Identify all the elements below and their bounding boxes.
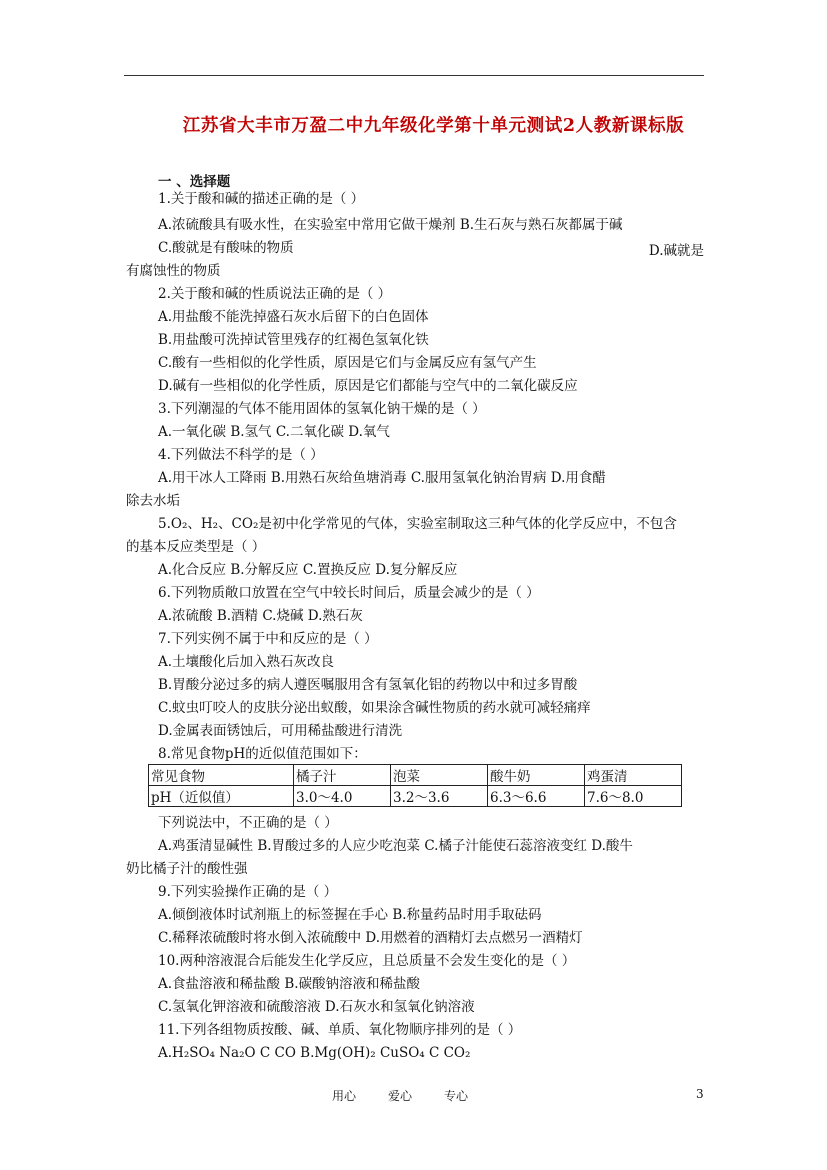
question-1-option-d: D.碱就是	[648, 243, 704, 259]
question-7-option-b: B.胃酸分泌过多的病人遵医嘱服用含有氢氧化铝的药物以中和过多胃酸	[158, 677, 578, 693]
page-number: 3	[696, 1087, 704, 1101]
table-cell: 3.0～4.0	[294, 786, 391, 807]
question-1-option-d-cont: 有腐蚀性的物质	[126, 263, 221, 279]
question-9-options-cd: C.稀释浓硫酸时将水倒入浓硫酸中 D.用燃着的酒精灯去点燃另一酒精灯	[158, 930, 583, 946]
header-rule	[124, 75, 704, 76]
table-cell: pH（近似值）	[149, 786, 294, 807]
footer-item: 爱心	[388, 1089, 413, 1103]
table-cell: 泡菜	[391, 765, 488, 786]
question-2-option-a: A.用盐酸不能洗掉盛石灰水后留下的白色固体	[158, 309, 429, 325]
question-10-options-ab: A.食盐溶液和稀盐酸 B.碳酸钠溶液和稀盐酸	[158, 976, 421, 992]
question-9-options-ab: A.倾倒液体时试剂瓶上的标签握在手心 B.称量药品时用手取砝码	[158, 907, 542, 923]
table-cell: 常见食物	[149, 765, 294, 786]
table-cell: 酸牛奶	[488, 765, 585, 786]
document-title: 江苏省大丰市万盈二中九年级化学第十单元测试2人教新课标版	[182, 116, 685, 136]
question-2-option-d: D.碱有一些相似的化学性质，原因是它们都能与空气中的二氧化碳反应	[158, 378, 578, 394]
question-6-options: A.浓硫酸 B.酒精 C.烧碱 D.熟石灰	[158, 608, 363, 624]
question-7-option-d: D.金属表面锈蚀后，可用稀盐酸进行清洗	[158, 723, 403, 739]
table-row	[149, 765, 682, 786]
question-8-options: A.鸡蛋清显碱性 B.胃酸过多的人应少吃泡菜 C.橘子汁能使石蕊溶液变红 D.酸牛	[158, 838, 633, 854]
table-row	[149, 786, 682, 807]
question-8-stem: 下列说法中，不正确的是（ ）	[158, 815, 338, 831]
question-2-option-b: B.用盐酸可洗掉试管里残存的红褐色氢氧化铁	[158, 332, 429, 348]
question-4: 4.下列做法不科学的是（ ）	[158, 447, 324, 463]
question-11-options: A.H₂SO₄ Na₂O C CO B.Mg(OH)₂ CuSO₄ C CO₂	[158, 1045, 471, 1061]
question-7: 7.下列实例不属于中和反应的是（ ）	[158, 631, 378, 647]
question-6: 6.下列物质敞口放置在空气中较长时间后，质量会减少的是（ ）	[158, 585, 540, 601]
question-8-options-cont: 奶比橘子汁的酸性强	[126, 861, 248, 877]
question-10-options-cd: C.氢氧化钾溶液和硫酸溶液 D.石灰水和氢氧化钠溶液	[158, 999, 475, 1015]
question-3-options: A.一氧化碳 B.氢气 C.二氧化碳 D.氧气	[158, 424, 390, 440]
question-7-option-c: C.蚊虫叮咬人的皮肤分泌出蚁酸，如果涂含碱性物质的药水就可减轻痛痒	[158, 700, 591, 716]
question-1: 1.关于酸和碱的描述正确的是（ ）	[158, 191, 365, 207]
question-5: 5.O₂、H₂、CO₂是初中化学常见的气体，实验室制取这三种气体的化学反应中，不包含	[158, 516, 677, 532]
question-4-options-cont: 除去水垢	[126, 493, 180, 509]
question-11: 11.下列各组物质按酸、碱、单质、氧化物顺序排列的是（ ）	[158, 1022, 522, 1038]
footer-item: 用心	[332, 1089, 357, 1103]
table-cell: 橘子汁	[294, 765, 391, 786]
table-cell: 鸡蛋清	[585, 765, 682, 786]
question-3: 3.下列潮湿的气体不能用固体的氢氧化钠干燥的是（ ）	[158, 401, 486, 417]
ph-table	[148, 764, 682, 807]
question-1-options-ab: A.浓硫酸具有吸水性，在实验室中常用它做干燥剂 B.生石灰与熟石灰都属于碱	[158, 217, 623, 233]
table-cell: 3.2～3.6	[391, 786, 488, 807]
question-4-options: A.用干冰人工降雨 B.用熟石灰给鱼塘消毒 C.服用氢氧化钠治胃病 D.用食醋	[158, 470, 606, 486]
question-8: 8.常见食物pH的近似值范围如下：	[158, 746, 367, 762]
question-5-options: A.化合反应 B.分解反应 C.置换反应 D.复分解反应	[158, 562, 458, 578]
question-2-option-c: C.酸有一些相似的化学性质，原因是它们与金属反应有氢气产生	[158, 355, 537, 371]
question-10: 10.两种溶液混合后能发生化学反应，且总质量不会发生变化的是（ ）	[158, 953, 576, 969]
table-cell: 7.6～8.0	[585, 786, 682, 807]
footer-motto	[332, 1087, 500, 1104]
question-2: 2.关于酸和碱的性质说法正确的是（ ）	[158, 286, 392, 302]
question-1-option-c: C.酸就是有酸味的物质	[158, 240, 294, 256]
footer-item: 专心	[444, 1089, 469, 1103]
table-cell: 6.3～6.6	[488, 786, 585, 807]
section-heading: 一 、选择题	[158, 174, 231, 190]
question-9: 9.下列实验操作正确的是（ ）	[158, 884, 338, 900]
question-7-option-a: A.土壤酸化后加入熟石灰改良	[158, 654, 335, 670]
question-5-cont: 的基本反应类型是（ ）	[126, 539, 266, 555]
